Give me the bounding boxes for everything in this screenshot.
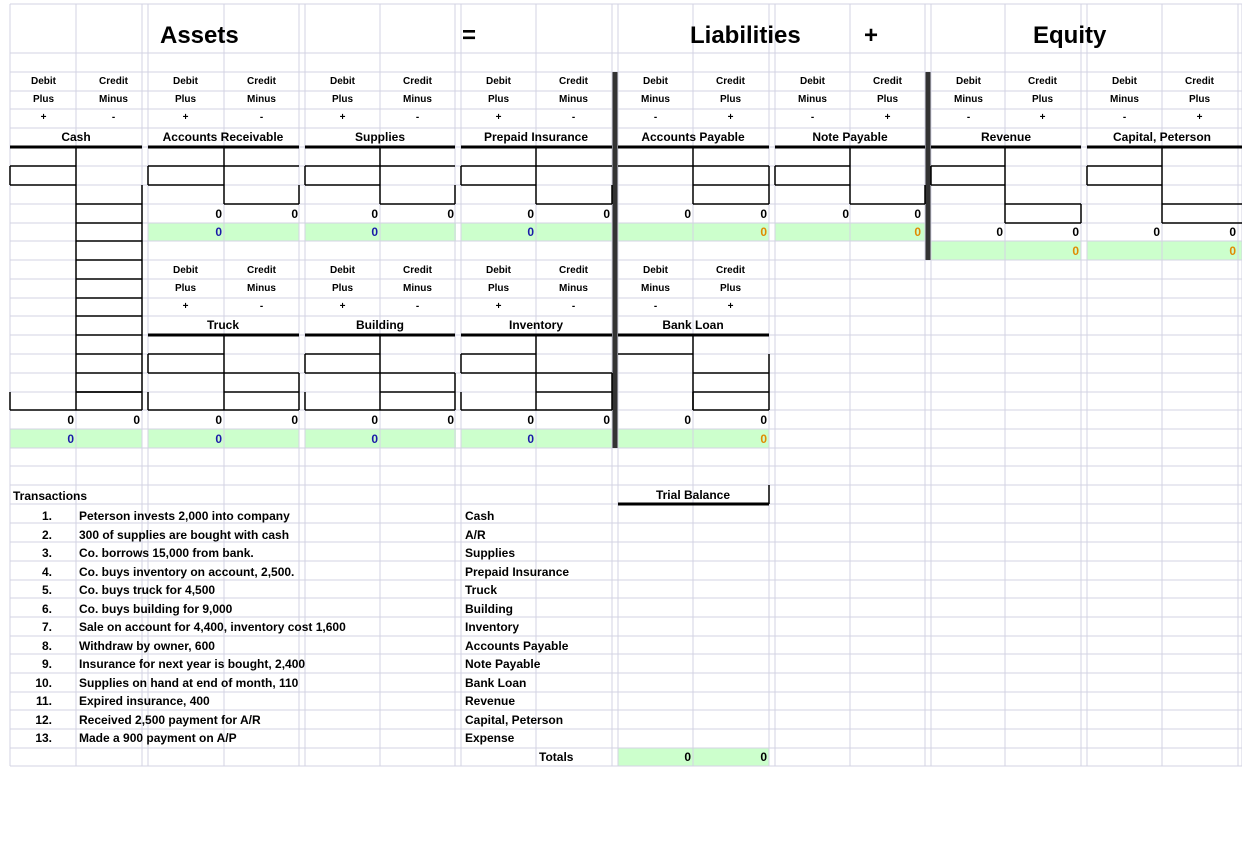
account-title: Bank Loan (662, 318, 724, 332)
debit-rule-label: Minus (1110, 94, 1139, 105)
credit-label: Credit (716, 265, 745, 276)
debit-sign: + (40, 112, 47, 123)
trial-balance-account: Capital, Peterson (465, 712, 564, 727)
account-title: Supplies (354, 130, 405, 144)
debit-sign: - (653, 112, 658, 123)
credit-sign: + (727, 112, 734, 123)
trial-balance-account: Revenue (465, 694, 516, 708)
debit-label: Debit (956, 76, 981, 87)
credit-rule-label: Minus (559, 94, 588, 105)
debit-sign: + (182, 112, 189, 123)
credit-sign: - (259, 112, 264, 123)
balance-value: 0 (760, 225, 767, 239)
debit-sign: + (182, 301, 189, 312)
debit-total: 0 (527, 207, 534, 221)
transaction-number: 6. (41, 601, 52, 616)
debit-label: Debit (330, 76, 355, 87)
account-title: Prepaid Insurance (483, 130, 589, 144)
equity-header: Equity (1033, 22, 1107, 49)
transaction-number: 11. (35, 694, 52, 708)
credit-sign: - (111, 112, 116, 123)
debit-rule-label: Plus (487, 283, 510, 294)
transaction-text: Peterson invests 2,000 into company (79, 509, 290, 523)
credit-sign: - (571, 301, 576, 312)
transaction-text: Supplies on hand at end of month, 110 (79, 675, 299, 690)
equals-sign: = (462, 22, 477, 49)
transaction-number: 1. (41, 509, 52, 523)
debit-label: Debit (330, 265, 355, 276)
transaction-text: Co. buys truck for 4,500 (79, 583, 216, 597)
debit-sign: - (966, 112, 971, 123)
credit-total: 0 (447, 207, 454, 221)
credit-label: Credit (1185, 76, 1214, 87)
credit-label: Credit (247, 76, 276, 87)
debit-total: 0 (684, 207, 691, 221)
debit-total: 0 (1153, 225, 1160, 239)
credit-rule-label: Minus (559, 283, 588, 294)
debit-sign: - (810, 112, 815, 123)
trial-balance-account: Supplies (465, 546, 516, 560)
credit-label: Credit (403, 76, 432, 87)
debit-rule-label: Plus (331, 94, 354, 105)
debit-rule-label: Minus (641, 94, 670, 105)
credit-rule-label: Plus (719, 283, 742, 294)
trial-balance-account: Inventory (465, 620, 520, 634)
transaction-number: 3. (41, 546, 52, 560)
balance-value: 0 (1229, 244, 1236, 258)
trial-balance-title: Trial Balance (655, 488, 731, 502)
credit-sign: - (571, 112, 576, 123)
plus-sign: + (864, 22, 879, 49)
credit-total: 0 (760, 207, 767, 221)
credit-rule-label: Plus (1031, 94, 1054, 105)
debit-label: Debit (1112, 76, 1137, 87)
debit-sign: + (495, 112, 502, 123)
transaction-number: 2. (41, 527, 52, 542)
debit-rule-label: Plus (331, 283, 354, 294)
transaction-number: 5. (41, 583, 52, 597)
debit-total: 0 (996, 225, 1003, 239)
transaction-number: 13. (35, 731, 52, 745)
debit-label: Debit (643, 76, 668, 87)
credit-total: 0 (603, 207, 610, 221)
transaction-text: Expired insurance, 400 (79, 694, 210, 708)
transaction-number: 9. (41, 657, 52, 671)
credit-sign: + (1196, 112, 1203, 123)
trial-balance-account: Note Payable (465, 657, 541, 671)
debit-sign: + (495, 301, 502, 312)
debit-sign: - (1122, 112, 1127, 123)
debit-rule-label: Plus (174, 94, 197, 105)
credit-sign: - (259, 301, 264, 312)
debit-label: Debit (486, 265, 511, 276)
debit-total: 0 (215, 207, 222, 221)
total-debit: 0 (684, 750, 691, 764)
credit-label: Credit (247, 265, 276, 276)
balance-value: 0 (527, 432, 534, 446)
transaction-text: Co. buys building for 9,000 (79, 601, 233, 616)
debit-rule-label: Plus (487, 94, 510, 105)
trial-balance-account: Prepaid Insurance (465, 564, 570, 579)
balance-value: 0 (215, 432, 222, 446)
balance-value: 0 (371, 432, 378, 446)
debit-rule-label: Minus (641, 283, 670, 294)
credit-rule-label: Minus (403, 94, 432, 105)
balance-value: 0 (760, 432, 767, 446)
assets-header: Assets (160, 22, 239, 49)
credit-total: 0 (760, 413, 767, 427)
debit-total: 0 (684, 413, 691, 427)
credit-rule-label: Minus (99, 94, 128, 105)
credit-total: 0 (291, 413, 298, 427)
credit-label: Credit (403, 265, 432, 276)
transaction-text: Co. buys inventory on account, 2,500. (79, 564, 295, 579)
transaction-number: 4. (41, 564, 52, 579)
credit-sign: + (1039, 112, 1046, 123)
debit-rule-label: Plus (32, 94, 55, 105)
transactions-title: Transactions (13, 489, 88, 503)
debit-sign: - (653, 301, 658, 312)
credit-sign: + (727, 301, 734, 312)
trial-balance-account: Building (465, 601, 513, 616)
debit-total: 0 (371, 207, 378, 221)
debit-sign: + (339, 112, 346, 123)
credit-total: 0 (1229, 225, 1236, 239)
debit-label: Debit (173, 76, 198, 87)
trial-balance-account: Truck (465, 583, 498, 597)
trial-balance-account: Expense (465, 731, 515, 745)
account-title: Note Payable (812, 130, 888, 144)
transaction-text: Co. borrows 15,000 from bank. (79, 546, 254, 560)
debit-total: 0 (371, 413, 378, 427)
debit-rule-label: Minus (954, 94, 983, 105)
transaction-number: 10. (35, 675, 52, 690)
credit-label: Credit (873, 76, 902, 87)
credit-rule-label: Plus (876, 94, 899, 105)
balance-value: 0 (527, 225, 534, 239)
transaction-number: 12. (35, 712, 52, 727)
credit-sign: + (884, 112, 891, 123)
transaction-number: 8. (41, 638, 52, 653)
credit-rule-label: Plus (719, 94, 742, 105)
credit-total: 0 (291, 207, 298, 221)
account-title: Accounts Receivable (162, 130, 284, 144)
account-title: Truck (206, 318, 239, 332)
credit-label: Credit (1028, 76, 1057, 87)
credit-rule-label: Minus (247, 283, 276, 294)
account-title: Cash (61, 130, 91, 144)
account-title: Building (356, 318, 404, 332)
transaction-text: Made a 900 payment on A/P (79, 731, 237, 745)
trial-balance-account: Bank Loan (465, 675, 527, 690)
transaction-text: Withdraw by owner, 600 (79, 638, 215, 653)
credit-label: Credit (99, 76, 128, 87)
account-title: Capital, Peterson (1112, 130, 1212, 144)
debit-rule-label: Minus (798, 94, 827, 105)
account-title: Inventory (508, 318, 563, 332)
credit-total: 0 (447, 413, 454, 427)
debit-sign: + (339, 301, 346, 312)
credit-sign: - (415, 112, 420, 123)
balance-value: 0 (215, 225, 222, 239)
credit-sign: - (415, 301, 420, 312)
trial-balance-account: A/R (465, 527, 486, 542)
credit-rule-label: Minus (403, 283, 432, 294)
credit-label: Credit (559, 265, 588, 276)
credit-total: 0 (133, 413, 140, 427)
liabilities-header: Liabilities (690, 22, 801, 49)
transaction-text: 300 of supplies are bought with cash (79, 527, 290, 542)
credit-label: Credit (559, 76, 588, 87)
balance-value: 0 (914, 225, 921, 239)
debit-label: Debit (486, 76, 511, 87)
credit-total: 0 (1072, 225, 1079, 239)
debit-rule-label: Plus (174, 283, 197, 294)
transaction-text: Insurance for next year is bought, 2,400 (79, 657, 306, 671)
balance-value: 0 (371, 225, 378, 239)
trial-balance-account: Cash (465, 509, 495, 523)
credit-label: Credit (716, 76, 745, 87)
account-title: Revenue (980, 130, 1032, 144)
debit-total: 0 (527, 413, 534, 427)
account-title: Accounts Payable (641, 130, 745, 144)
balance-value: 0 (1072, 244, 1079, 258)
transaction-text: Sale on account for 4,400, inventory cost 1,600 (79, 620, 346, 634)
total-credit: 0 (760, 750, 767, 764)
debit-label: Debit (173, 265, 198, 276)
balance-value: 0 (67, 432, 74, 446)
debit-label: Debit (31, 76, 56, 87)
transaction-text: Received 2,500 payment for A/R (79, 712, 261, 727)
trial-balance-account: Accounts Payable (465, 638, 569, 653)
credit-rule-label: Plus (1188, 94, 1211, 105)
credit-rule-label: Minus (247, 94, 276, 105)
totals-label: Totals (539, 750, 574, 764)
debit-label: Debit (643, 265, 668, 276)
credit-total: 0 (603, 413, 610, 427)
transaction-number: 7. (41, 620, 52, 634)
debit-total: 0 (215, 413, 222, 427)
credit-total: 0 (914, 207, 921, 221)
debit-total: 0 (842, 207, 849, 221)
debit-label: Debit (800, 76, 825, 87)
debit-total: 0 (67, 413, 74, 427)
